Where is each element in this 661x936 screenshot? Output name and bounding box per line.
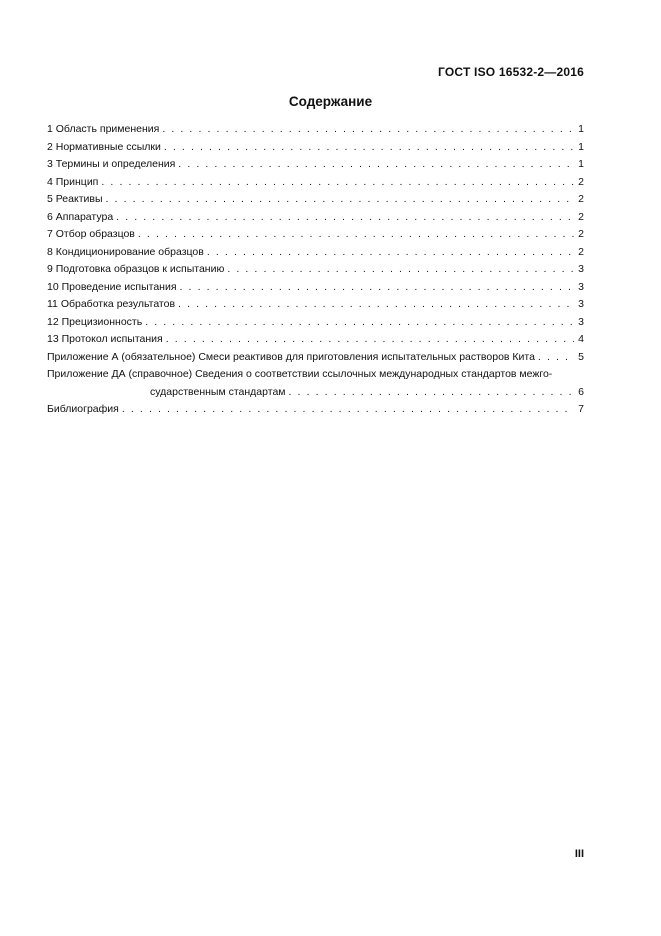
toc-dot-leader	[180, 279, 574, 297]
toc-entry[interactable]	[47, 191, 584, 209]
toc-entry[interactable]	[47, 174, 584, 192]
toc-entry-title: 1 Область применения	[47, 123, 160, 135]
toc-entry-page: 2	[578, 228, 584, 240]
toc-entry[interactable]	[47, 314, 584, 332]
toc-entry-annex-a[interactable]	[47, 349, 584, 367]
toc-entry-page: 6	[578, 385, 584, 398]
toc-entry-title: 8 Кондиционирование образцов	[47, 245, 204, 258]
toc-dot-leader	[207, 244, 574, 262]
toc-dot-leader	[538, 349, 574, 367]
toc-entry-page: 7	[578, 403, 584, 415]
toc-entry[interactable]	[47, 261, 584, 279]
toc-entry-title: 4 Принцип	[47, 175, 99, 188]
toc-entry-page: 1	[578, 140, 584, 153]
toc-entry-title: 11 Обработка результатов	[47, 298, 176, 310]
toc-entry-title: 5 Реактивы	[47, 193, 103, 205]
toc-entry[interactable]	[47, 226, 584, 244]
toc-dot-leader	[116, 209, 574, 227]
toc-entry[interactable]	[47, 209, 584, 227]
toc-entry-title: 10 Проведение испытания	[47, 280, 177, 293]
toc-entry-title: сударственным стандартам	[150, 385, 286, 398]
toc-entry-annex-da-continuation[interactable]	[47, 384, 584, 402]
toc-dot-leader	[166, 331, 574, 349]
toc-entry-title: Приложение А (обязательное) Смеси реактивов для приготовления испытательных растворов Кита	[47, 350, 535, 363]
toc-entry-title: 13 Протокол испытания	[47, 333, 163, 345]
toc-entry-page: 3	[578, 315, 584, 328]
toc-dot-leader	[178, 156, 574, 174]
toc-dot-leader	[138, 226, 574, 244]
toc-entry-page: 3	[578, 298, 584, 310]
toc-entry-page: 4	[578, 333, 584, 345]
toc-dot-leader	[164, 139, 574, 157]
table-of-contents	[47, 121, 584, 419]
toc-dot-leader	[178, 296, 574, 314]
page-number: III	[574, 848, 584, 860]
toc-entry-title: 12 Прецизионность	[47, 315, 143, 328]
toc-entry-page: 5	[578, 350, 584, 363]
toc-entry-title: 6 Аппаратура	[47, 210, 114, 223]
toc-entry-title: Библиография	[47, 403, 119, 415]
toc-entry[interactable]	[47, 331, 584, 349]
toc-entry[interactable]	[47, 296, 584, 314]
toc-entry[interactable]	[47, 279, 584, 297]
toc-entry[interactable]	[47, 244, 584, 262]
toc-entry-annex-da[interactable]	[47, 366, 584, 384]
toc-entry-page: 3	[578, 280, 584, 293]
toc-entry[interactable]	[47, 139, 584, 157]
toc-dot-leader	[101, 174, 574, 192]
toc-dot-leader	[227, 261, 574, 279]
toc-dot-leader	[289, 384, 574, 402]
toc-entry[interactable]	[47, 121, 584, 139]
toc-entry-page: 1	[578, 123, 584, 135]
toc-entry[interactable]	[47, 156, 584, 174]
toc-entry-bibliography[interactable]	[47, 401, 584, 419]
toc-entry-page: 2	[578, 245, 584, 258]
toc-entry-title: 3 Термины и определения	[47, 158, 176, 170]
toc-entry-page: 2	[578, 210, 584, 223]
toc-entry-title: 7 Отбор образцов	[47, 228, 135, 240]
toc-entry-page: 3	[578, 263, 584, 275]
toc-entry-title: 2 Нормативные ссылки	[47, 140, 161, 153]
toc-entry-title: Приложение ДА (справочное) Сведения о соответствии ссылочных международных стандартов межго-	[47, 368, 553, 380]
document-header: ГОСТ ISO 16532-2—2016	[438, 65, 584, 79]
page-title: Содержание	[288, 94, 373, 109]
toc-dot-leader	[145, 314, 574, 332]
toc-entry-page: 2	[578, 193, 584, 205]
toc-entry-page: 1	[578, 158, 584, 170]
toc-entry-title: 9 Подготовка образцов к испытанию	[47, 263, 225, 275]
toc-dot-leader	[162, 121, 574, 139]
toc-dot-leader	[122, 401, 574, 419]
toc-entry-page: 2	[578, 175, 584, 188]
toc-dot-leader	[106, 191, 575, 209]
